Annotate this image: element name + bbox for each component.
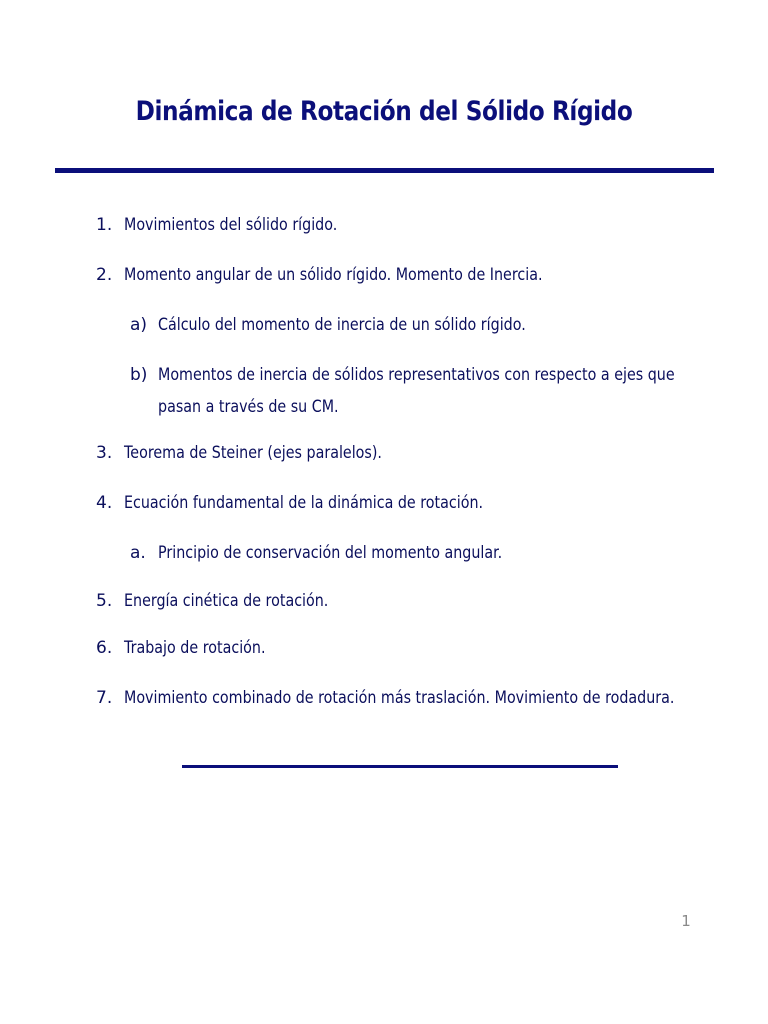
list-subitem-text: Cálculo del momento de inercia de un sólido rígido. — [158, 315, 526, 335]
page-number: 1 — [681, 912, 691, 930]
list-item-number: 5. — [96, 591, 113, 611]
list-subitem-text: Principio de conservación del momento angular. — [158, 543, 503, 563]
list-subitem-text: Momentos de inercia de sólidos representativos con respecto a ejes que — [158, 365, 675, 385]
list-item-number: 2. — [96, 265, 113, 285]
list-item-number: 1. — [96, 215, 113, 235]
list-item-number: 6. — [96, 638, 113, 658]
list-item-text: Movimiento combinado de rotación más traslación. Movimiento de rodadura. — [124, 688, 675, 708]
bottom-divider — [182, 765, 618, 768]
list-subitem-text-continuation: pasan a través de su CM. — [158, 397, 339, 417]
list-subitem-letter: b) — [130, 365, 148, 385]
list-subitem-letter: a. — [130, 543, 146, 563]
title-divider — [55, 168, 714, 173]
list-item-text: Ecuación fundamental de la dinámica de rotación. — [124, 493, 484, 513]
list-item-number: 3. — [96, 443, 113, 463]
list-item-text: Energía cinética de rotación. — [124, 591, 329, 611]
list-item-text: Momento angular de un sólido rígido. Momento de Inercia. — [124, 265, 543, 285]
list-item-number: 7. — [96, 688, 113, 708]
slide-title: Dinámica de Rotación del Sólido Rígido — [135, 96, 633, 127]
list-item-text: Trabajo de rotación. — [124, 638, 266, 658]
list-subitem-letter: a) — [130, 315, 148, 335]
list-item-text: Movimientos del sólido rígido. — [124, 215, 338, 235]
list-item-text: Teorema de Steiner (ejes paralelos). — [124, 443, 382, 463]
list-item-number: 4. — [96, 493, 113, 513]
